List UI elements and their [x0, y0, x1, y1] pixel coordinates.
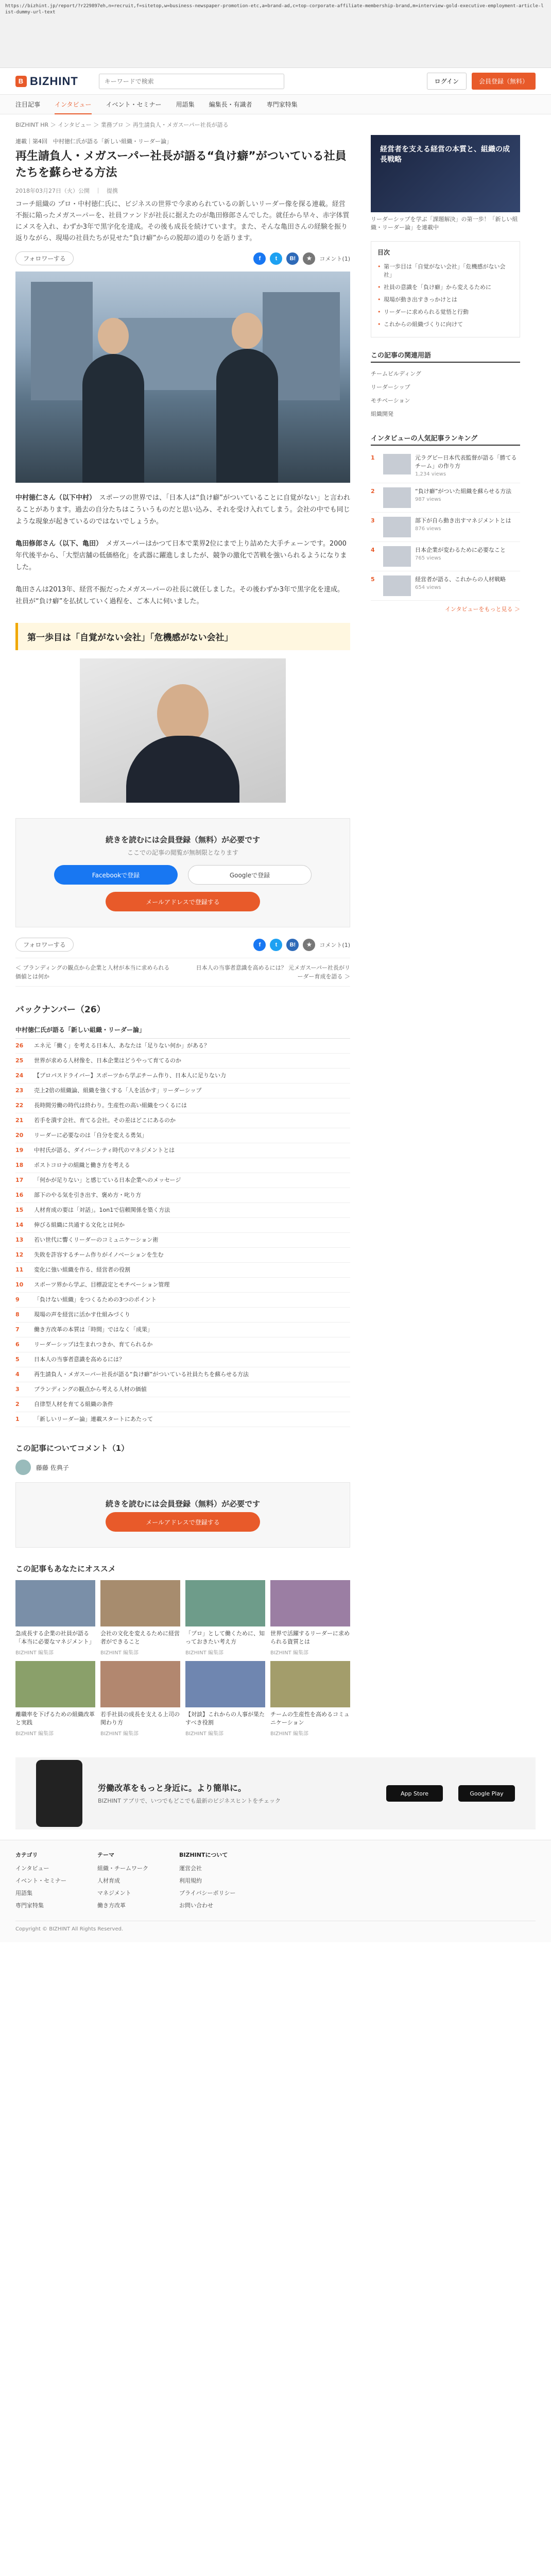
- ranking-text: [415, 546, 506, 567]
- facebook-icon[interactable]: f: [253, 252, 266, 265]
- footer-column-heading: BIZHINTについて: [179, 1852, 228, 1858]
- comments-heading: この記事についてコメント（1）: [15, 1444, 129, 1453]
- sidebar-ad[interactable]: [371, 135, 520, 212]
- recommend-card[interactable]: [185, 1661, 265, 1737]
- footer-link[interactable]: 組織・チームワーク: [97, 1865, 148, 1872]
- backnumber-number: 1: [15, 1416, 20, 1422]
- list-item[interactable]: [15, 1054, 350, 1069]
- logo-mark-icon: B: [15, 76, 27, 87]
- recommend-title[interactable]: 若手社員の成長を支える上司の関わり方: [100, 1711, 180, 1726]
- backnumber-number: 23: [15, 1087, 24, 1094]
- ranking-more-link[interactable]: インタビューをもっと見る ＞: [444, 606, 520, 613]
- footer-column: [15, 1851, 66, 1911]
- hatena-icon[interactable]: B!: [286, 939, 299, 951]
- list-item[interactable]: [15, 1278, 350, 1293]
- login-button[interactable]: ログイン: [427, 73, 467, 90]
- recommend-grid: [15, 1580, 350, 1737]
- backnumber-number: 22: [15, 1102, 24, 1109]
- ranking-item[interactable]: [371, 483, 520, 513]
- backnumber-number: 4: [15, 1371, 20, 1378]
- search-input[interactable]: [99, 74, 284, 89]
- google-play-button[interactable]: Google Play: [458, 1785, 515, 1802]
- footer-link[interactable]: 運営会社: [179, 1865, 202, 1872]
- toc-item[interactable]: • 社員の意識を「負け癖」から変えるために: [377, 281, 513, 294]
- ranking-thumbnail[interactable]: [383, 487, 411, 508]
- recommend-label: BIZHINT 編集部: [270, 1731, 308, 1737]
- article-title: 再生請負人・メガスーパー社長が語る“負け癖”がついている社員たちを蘇らせる方法: [15, 150, 347, 179]
- backnumber-title[interactable]: 伸びる組織に共通する文化とは何か: [34, 1222, 125, 1228]
- recommend-card[interactable]: [100, 1661, 180, 1737]
- backnumber-number: 2: [15, 1401, 20, 1408]
- footer-link[interactable]: インタビュー: [15, 1865, 49, 1872]
- backnumber-number: 10: [15, 1281, 24, 1288]
- share-row: [15, 251, 350, 265]
- list-item[interactable]: [15, 1113, 350, 1128]
- recommend-heading: この記事もあなたにオススメ: [15, 1564, 116, 1573]
- recommend-thumbnail[interactable]: [185, 1580, 265, 1626]
- recommend-thumbnail[interactable]: [15, 1661, 95, 1707]
- list-item[interactable]: [15, 1098, 350, 1113]
- list-item[interactable]: [15, 1218, 350, 1233]
- article-tags[interactable]: 連載｜第4回 中村徳仁氏が語る「新しい組織・リーダー論」: [15, 138, 172, 145]
- backnumber-number: 7: [15, 1326, 20, 1333]
- banner-text: 労働改革をもっと身近に。より簡単に。: [98, 1783, 247, 1793]
- backnumber-title[interactable]: ポストコロナの組織と働き方を考える: [34, 1162, 130, 1168]
- breadcrumb[interactable]: BIZHINT HR ＞ インタビュー ＞ 業務プロ ＞ 再生請負人・メガスーパー社長が語る: [15, 122, 229, 128]
- signup-button[interactable]: 会員登録（無料）: [472, 73, 536, 90]
- backnumber-title[interactable]: 若手を潰す会社、育てる会社。その差はどこにあるのか: [34, 1117, 176, 1124]
- nav-item-glossary[interactable]: 用語集: [176, 101, 195, 108]
- hatena-icon[interactable]: B!: [286, 252, 299, 265]
- ranking-text: [415, 575, 506, 596]
- backnumber-number: 19: [15, 1147, 24, 1154]
- app-store-button[interactable]: App Store: [386, 1785, 443, 1802]
- backnumber-list: [15, 1039, 350, 1427]
- recommend-thumbnail[interactable]: [270, 1580, 350, 1626]
- ranking-views: 1,234 views: [415, 471, 446, 477]
- footer-link[interactable]: 人材育成: [97, 1877, 120, 1884]
- article-main: [15, 135, 350, 1737]
- ranking-views: 987 views: [415, 497, 441, 502]
- recommend-card[interactable]: [15, 1661, 95, 1737]
- recommend-thumbnail[interactable]: [15, 1580, 95, 1626]
- backnumber-number: 26: [15, 1042, 24, 1049]
- comment-count-bottom[interactable]: コメント(1): [319, 941, 350, 948]
- ad-caption[interactable]: リーダーシップを学ぶ「課題解決」の第一歩！「新しい組織・リーダー論」を連載中: [371, 216, 518, 231]
- list-item[interactable]: [15, 1382, 350, 1397]
- toc-item[interactable]: • これからの組織づくりに向けて: [377, 318, 513, 331]
- backnumber-number: 21: [15, 1117, 24, 1124]
- article-pager: [15, 958, 350, 987]
- toc-item[interactable]: • 第一歩目は「自覚がない会社」「危機感がない会社」: [377, 261, 513, 281]
- body-paragraph-2: 亀田修郎さん（以下、亀田） メガスーパーはかつて日本で業界2位にまで上り詰めた大手チェーンです。2000年代後半から、「大型店舗の低価格化」を武器に躍進しましたが、競争の激化で苦戦を強いられるようになりました。: [15, 540, 347, 571]
- list-item[interactable]: [15, 1083, 350, 1098]
- ranking-title[interactable]: 元ラグビー日本代表監督が語る「勝てるチーム」の作り方: [415, 454, 517, 469]
- backnumber-title[interactable]: 現場の声を経営に活かす仕組みづくり: [34, 1311, 130, 1318]
- backnumber-title[interactable]: リーダーシップは生まれつきか、育てられるか: [34, 1341, 153, 1348]
- next-article-link[interactable]: 日本人の当事者意識を高めるには？ 元メガスーパー社長がリーダー育成を語る ＞: [196, 964, 350, 980]
- app-banner: [15, 1757, 536, 1829]
- list-item[interactable]: [15, 1069, 350, 1083]
- main-nav: [0, 95, 551, 114]
- backnumber-series[interactable]: 中村徳仁氏が語る「新しい組織・リーダー論」: [15, 1021, 350, 1039]
- backnumber-title[interactable]: 「負けない組織」をつくるための3つのポイント: [34, 1296, 157, 1303]
- backnumber-title[interactable]: 失敗を許容するチーム作りがイノベーションを生む: [34, 1251, 164, 1258]
- nav-item-special[interactable]: 専門家特集: [266, 101, 298, 108]
- backnumber-number: 6: [15, 1341, 20, 1348]
- facebook-signup-button[interactable]: Facebookで登録: [54, 865, 178, 885]
- ranking-title[interactable]: 日本企業が変わるために必要なこと: [415, 547, 506, 553]
- list-item[interactable]: [15, 1248, 350, 1263]
- backnumber-number: 25: [15, 1057, 24, 1064]
- site-logo[interactable]: [15, 75, 78, 88]
- share-row-bottom: [15, 938, 350, 952]
- ranking-item[interactable]: [371, 450, 520, 483]
- ranking-item[interactable]: [371, 571, 520, 601]
- recommend-title[interactable]: 「プロ」として働くために、知っておきたい考え方: [185, 1630, 265, 1645]
- recommend-card[interactable]: [270, 1580, 350, 1656]
- backnumber-title[interactable]: 中村氏が語る、ダイバーシティ時代のマネジメントとは: [34, 1147, 175, 1154]
- avatar[interactable]: [15, 1460, 31, 1475]
- comment-user-name[interactable]: 藤藤 佐典子: [36, 1464, 69, 1471]
- backnumber-number: 24: [15, 1072, 24, 1079]
- bookmark-icon[interactable]: ★: [303, 252, 315, 265]
- recommend-thumbnail[interactable]: [185, 1661, 265, 1707]
- backnumber-title[interactable]: スポーツ界から学ぶ、目標設定とモチベーション管理: [34, 1281, 170, 1288]
- backnumber-number: 14: [15, 1222, 24, 1228]
- backnumber-title[interactable]: 自律型人材を育てる組織の条件: [34, 1401, 113, 1408]
- backnumber-number: 8: [15, 1311, 20, 1318]
- article-meta: 2018年03月27日（火）公開 ｜ 提携: [15, 188, 118, 194]
- backnumber-title[interactable]: エネ元「働く」を考える日本人、あなたは「足りない何か」がある？: [34, 1042, 210, 1049]
- ranking-text: [415, 454, 520, 479]
- backnumber-title[interactable]: 部下のやる気を引き出す、褒め方・叱り方: [34, 1192, 142, 1198]
- toc-heading: 目次: [377, 249, 390, 256]
- related-term-link[interactable]: リーダーシップ: [371, 384, 410, 391]
- backnumber-number: 12: [15, 1251, 24, 1258]
- site-header: [0, 68, 551, 95]
- footer-column: [97, 1851, 148, 1911]
- sidebar: [371, 135, 520, 1737]
- footer-link[interactable]: マネジメント: [97, 1890, 131, 1896]
- nav-item-interview[interactable]: インタビュー: [55, 100, 92, 114]
- ranking-item[interactable]: [371, 513, 520, 542]
- twitter-icon[interactable]: t: [270, 939, 282, 951]
- hero-photo: [15, 272, 350, 483]
- backnumber-number: 15: [15, 1207, 24, 1213]
- recommend-title[interactable]: 急成長する企業の社員が語る「本当に必要なマネジメント」: [15, 1630, 95, 1645]
- backnumber-title[interactable]: 人材育成の要は「対話」。1on1で信頼関係を築く方法: [34, 1207, 170, 1213]
- site-footer: [0, 1840, 551, 1942]
- ranking-number: 5: [371, 576, 375, 583]
- backnumber-title[interactable]: 日本人の当事者意識を高めるには？: [34, 1356, 125, 1363]
- recommend-label: BIZHINT 編集部: [270, 1650, 308, 1656]
- comment-count[interactable]: コメント(1): [319, 255, 350, 262]
- backnumber-title[interactable]: リーダーに必要なのは「自分を変える勇気」: [34, 1132, 147, 1139]
- list-item[interactable]: [15, 1263, 350, 1278]
- ranking-title[interactable]: “負け癖”がついた組織を蘇らせる方法: [415, 488, 512, 495]
- gate-title: 続きを読むには会員登録（無料）が必要です: [105, 835, 260, 844]
- recommend-label: BIZHINT 編集部: [100, 1731, 139, 1737]
- recommend-label: BIZHINT 編集部: [100, 1650, 139, 1656]
- banner-subtext: BIZHINT アプリで、いつでもどこでも最新のビジネスヒントをチェック: [98, 1798, 281, 1804]
- url-bar: https://bizhint.jp/report/?r229897eh,n=recruit,f=sitetop,w=business-newspaper-promotion-etc,a=brand-ad,c=top-corporate-affiliate-membership-brand,m=interview-gold-executive-employment-article-list-dummy-url-text: [0, 0, 551, 68]
- backnumber-title[interactable]: ブランディングの観点から考える人材の価値: [34, 1386, 147, 1393]
- recommend-title[interactable]: 会社の文化を変えるために経営者ができること: [100, 1630, 180, 1645]
- list-item[interactable]: [15, 1173, 350, 1188]
- backnumber-title[interactable]: 世界が求める人材像を、日本企業はどうやって育てるのか: [34, 1057, 181, 1064]
- ranking-text: [415, 517, 511, 537]
- footer-column: [179, 1851, 235, 1911]
- prev-article-link[interactable]: ＜ ブランディングの観点から企業と人材が本当に求められる価値とは何か: [15, 964, 170, 980]
- ranking-number: 4: [371, 547, 375, 553]
- ad-title: 経営者を支える経営の本質と、組織の成長戦略: [380, 145, 510, 164]
- backnumber-title[interactable]: 長時間労働の時代は終わり。生産性の高い組織をつくるには: [34, 1102, 187, 1109]
- backnumber-number: 13: [15, 1236, 24, 1243]
- recommend-title[interactable]: 離職率を下げるための組織改革と実践: [15, 1711, 95, 1726]
- ranking-views: 654 views: [415, 585, 441, 590]
- list-item[interactable]: [15, 1203, 350, 1218]
- comment-gate-title: 続きを読むには会員登録（無料）が必要です: [105, 1499, 260, 1509]
- backnumber-number: 5: [15, 1356, 20, 1363]
- bookmark-icon[interactable]: ★: [303, 939, 315, 951]
- phone-image: [36, 1760, 82, 1827]
- email-signup-button[interactable]: メールアドレスで登録する: [106, 892, 260, 911]
- related-term-link[interactable]: モチベーション: [371, 397, 410, 404]
- section-heading: 第一歩目は「自覚がない会社」「危機感がない会社」: [15, 623, 350, 650]
- list-item[interactable]: [15, 1143, 350, 1158]
- backnumber-title[interactable]: 「何かが足りない」と感じている日本企業へのメッセージ: [34, 1177, 181, 1183]
- footer-link[interactable]: 用語集: [15, 1890, 32, 1896]
- ranking-thumbnail[interactable]: [383, 546, 411, 567]
- recommend-title[interactable]: 【対談】これからの人事が果たすべき役割: [185, 1711, 265, 1726]
- recommend-title[interactable]: 世界で活躍するリーダーに求められる資質とは: [270, 1630, 350, 1645]
- ranking-item[interactable]: [371, 542, 520, 571]
- backnumber-number: 16: [15, 1192, 24, 1198]
- ranking-list: [371, 450, 520, 601]
- toc-item[interactable]: • リーダーに求められる覚悟と行動: [377, 306, 513, 318]
- backnumber-number: 17: [15, 1177, 24, 1183]
- backnumber-number: 9: [15, 1296, 20, 1303]
- list-item[interactable]: [15, 1397, 350, 1412]
- ranking-text: [415, 487, 511, 508]
- nav-item-featured[interactable]: 注目記事: [15, 101, 41, 108]
- footer-link[interactable]: 働き方改革: [97, 1902, 126, 1909]
- recommend-title[interactable]: チームの生産性を高めるコミュニケーション: [270, 1711, 350, 1726]
- list-item[interactable]: [15, 1158, 350, 1173]
- recommend-thumbnail[interactable]: [100, 1580, 180, 1626]
- footer-link[interactable]: お問い合わせ: [179, 1902, 213, 1909]
- registration-gate: [15, 818, 350, 927]
- recommend-card[interactable]: [185, 1580, 265, 1656]
- recommend-label: BIZHINT 編集部: [15, 1731, 54, 1737]
- list-item[interactable]: [15, 1323, 350, 1337]
- related-terms-heading: この記事の関連用語: [371, 350, 520, 363]
- backnumber-title[interactable]: 働き方改革の本質は「時間」ではなく「成果」: [34, 1326, 153, 1333]
- backnumber-title[interactable]: 【プロパスドライバー】スポーツから学ぶチーム作り、日本人に足りない力: [34, 1072, 227, 1079]
- ranking-number: 3: [371, 517, 375, 524]
- backnumber-number: 3: [15, 1386, 20, 1393]
- list-item[interactable]: [15, 1293, 350, 1308]
- list-item[interactable]: [15, 1128, 350, 1143]
- comment-gate: [15, 1482, 350, 1548]
- recommend-thumbnail[interactable]: [270, 1661, 350, 1707]
- backnumber-title[interactable]: 変化に強い組織を作る、経営者の役割: [34, 1266, 130, 1273]
- backnumber-number: 20: [15, 1132, 24, 1139]
- ranking-number: 2: [371, 488, 375, 495]
- backnumber-number: 11: [15, 1266, 24, 1273]
- ranking-views: 765 views: [415, 555, 441, 561]
- list-item[interactable]: [15, 1308, 350, 1323]
- ranking-heading: インタビューの人気記事ランキング: [371, 433, 520, 446]
- gate-subtitle: ここでの記事の閲覧が無制限となります: [127, 849, 238, 856]
- table-of-contents: [371, 241, 520, 337]
- copyright: Copyright © BIZHINT All Rights Reserved.: [15, 1921, 536, 1932]
- footer-link[interactable]: 専門家特集: [15, 1902, 44, 1909]
- footer-column-heading: カテゴリ: [15, 1852, 38, 1858]
- ranking-views: 876 views: [415, 526, 441, 532]
- facebook-icon[interactable]: f: [253, 939, 266, 951]
- follow-button[interactable]: フォロワーする: [15, 251, 74, 265]
- list-item[interactable]: [15, 1412, 350, 1427]
- ranking-thumbnail[interactable]: [383, 517, 411, 537]
- follow-button-bottom[interactable]: フォロワーする: [15, 938, 74, 952]
- logo-text: BIZHINT: [30, 74, 78, 88]
- footer-column-heading: テーマ: [97, 1852, 114, 1858]
- footer-link[interactable]: イベント・セミナー: [15, 1877, 66, 1884]
- nav-item-experts[interactable]: 編集長・有識者: [209, 101, 252, 108]
- twitter-icon[interactable]: t: [270, 252, 282, 265]
- list-item[interactable]: [15, 1337, 350, 1352]
- ranking-title[interactable]: 経営者が語る、これからの人材戦略: [415, 576, 506, 583]
- list-item[interactable]: [15, 1352, 350, 1367]
- backnumber-number: 18: [15, 1162, 24, 1168]
- nav-item-events[interactable]: イベント・セミナー: [106, 101, 162, 108]
- backnumber-title[interactable]: 売上2倍の組織論、組織を強くする「人を活かす」リーダーシップ: [34, 1087, 202, 1094]
- related-term-link[interactable]: チームビルディング: [371, 370, 421, 377]
- footer-link[interactable]: プライバシーポリシー: [179, 1890, 236, 1896]
- ranking-thumbnail[interactable]: [383, 575, 411, 596]
- list-item[interactable]: [15, 1233, 350, 1248]
- ranking-title[interactable]: 部下が自ら動き出すマネジメントとは: [415, 517, 511, 524]
- toc-item[interactable]: • 現場が動き出すきっかけとは: [377, 294, 513, 306]
- recommend-card[interactable]: [15, 1580, 95, 1656]
- backnumber-title[interactable]: 「新しいリーダー論」連載スタートにあたって: [34, 1416, 153, 1422]
- recommend-thumbnail[interactable]: [100, 1661, 180, 1707]
- comment-signup-button[interactable]: メールアドレスで登録する: [106, 1512, 260, 1532]
- backnumber-title[interactable]: 若い世代に響くリーダーのコミュニケーション術: [34, 1236, 159, 1243]
- recommend-label: BIZHINT 編集部: [15, 1650, 54, 1656]
- recommend-label: BIZHINT 編集部: [185, 1650, 223, 1656]
- list-item[interactable]: [15, 1367, 350, 1382]
- body-paragraph-3: 亀田さんは2013年、経営不振だったメガスーパーの社長に就任しました。その後わずか3年で黒字化を達成。社員が“負け癖”を払拭していく過程を、ご本人に伺いました。: [15, 586, 345, 605]
- recommend-label: BIZHINT 編集部: [185, 1731, 223, 1737]
- ranking-thumbnail[interactable]: [383, 454, 411, 474]
- recommend-card[interactable]: [100, 1580, 180, 1656]
- backnumber-heading: バックナンバー（26）: [15, 1005, 106, 1015]
- comment-item: [15, 1460, 350, 1475]
- list-item[interactable]: [15, 1039, 350, 1054]
- related-term-link[interactable]: 組織開発: [371, 411, 393, 417]
- backnumber-title[interactable]: 再生請負人・メガスーパー社長が語る“負け癖”がついている社員たちを蘇らせる方法: [34, 1371, 249, 1378]
- portrait-photo: [80, 658, 286, 803]
- list-item[interactable]: [15, 1188, 350, 1203]
- footer-link[interactable]: 利用規約: [179, 1877, 202, 1884]
- body-paragraph-1: 中村徳仁さん（以下中村） スポーツの世界では、「日本人は“負け癖”がついていることに自覚がない」と言われることがあります。過去の自分たちはこういうものだと思い込み、それを受け入れてしまう。会社の中でも同じような現象が起きているのではないでしょうか。: [15, 494, 350, 526]
- recommend-card[interactable]: [270, 1661, 350, 1737]
- ranking-number: 1: [371, 454, 375, 461]
- google-signup-button[interactable]: Googleで登録: [188, 865, 312, 885]
- article-lead: コーチ組織の プロ・中村徳仁氏に、ビジネスの世界で今求められているの新しいリーダー像を探る連載。経営不振に陥ったメガスーパーを、社員ファンドが社長に据えたのが亀田修郎さんでした。就任から早々、赤字体質にメスを入れ、わずか3年で黒字化を達成。その後も成長を続けています。また、そんな亀田さんの経験を振り返りながら、現場の社員たちが見せた“負け癖”からの脱却の道のりを語ります。: [15, 200, 350, 242]
